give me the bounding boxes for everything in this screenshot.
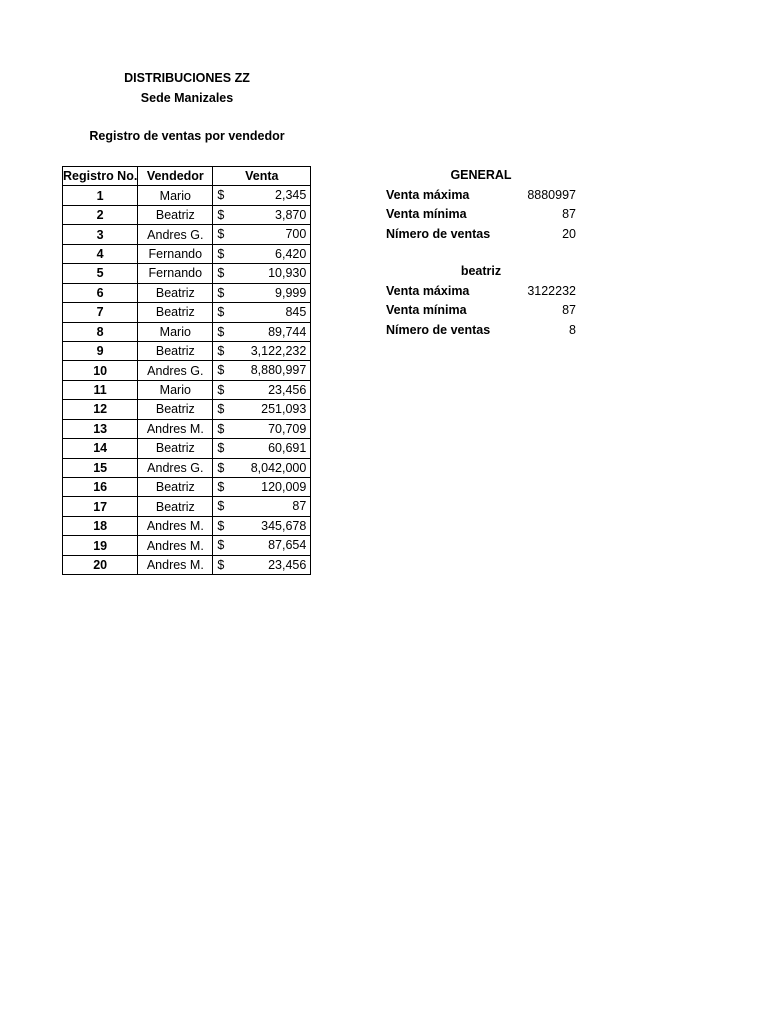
cell-vendedor: Andres G. xyxy=(138,225,213,244)
venta-amount: 23,456 xyxy=(268,557,307,572)
venta-amount: 700 xyxy=(285,227,307,242)
summary-value: 8 xyxy=(569,322,576,337)
currency-symbol: $ xyxy=(217,343,225,358)
venta-amount: 251,093 xyxy=(261,402,307,417)
currency-symbol: $ xyxy=(217,324,225,339)
sales-table-body xyxy=(63,186,311,575)
venta-amount: 8,880,997 xyxy=(250,363,307,378)
cell-registro-no: 17 xyxy=(63,497,138,516)
table-row xyxy=(63,283,311,302)
venta-amount: 6,420 xyxy=(275,246,307,261)
table-row xyxy=(63,244,311,263)
summary-label: Venta mínima xyxy=(386,303,467,317)
currency-symbol: $ xyxy=(217,188,225,203)
cell-vendedor: Mario xyxy=(138,186,213,205)
venta-amount: 70,709 xyxy=(268,421,307,436)
branch-title: Sede Manizales xyxy=(140,91,234,105)
currency-symbol: $ xyxy=(217,421,225,436)
cell-vendedor: Andres M. xyxy=(138,536,213,555)
cell-venta xyxy=(213,264,311,283)
table-row xyxy=(63,400,311,419)
cell-vendedor: Beatriz xyxy=(138,205,213,224)
venta-amount: 9,999 xyxy=(275,285,307,300)
cell-registro-no: 16 xyxy=(63,478,138,497)
cell-vendedor: Andres G. xyxy=(138,458,213,477)
cell-venta xyxy=(213,303,311,322)
summary-value: 3122232 xyxy=(527,283,576,298)
cell-venta xyxy=(213,341,311,360)
table-header-row xyxy=(63,167,311,186)
cell-registro-no: 11 xyxy=(63,380,138,399)
column-header-vendedor: Vendedor xyxy=(138,167,213,186)
cell-registro-no: 7 xyxy=(63,303,138,322)
currency-symbol: $ xyxy=(217,499,225,514)
cell-venta xyxy=(213,458,311,477)
cell-registro-no: 3 xyxy=(63,225,138,244)
currency-symbol: $ xyxy=(217,227,225,242)
table-row xyxy=(63,341,311,360)
cell-venta xyxy=(213,205,311,224)
summary-value: 87 xyxy=(562,303,576,317)
cell-registro-no: 13 xyxy=(63,419,138,438)
cell-registro-no: 5 xyxy=(63,264,138,283)
summary-label: Venta mínima xyxy=(386,207,467,221)
venta-amount: 23,456 xyxy=(268,382,307,397)
venta-amount: 345,678 xyxy=(261,518,307,533)
table-row xyxy=(63,205,311,224)
currency-symbol: $ xyxy=(217,382,225,397)
cell-registro-no: 19 xyxy=(63,536,138,555)
currency-symbol: $ xyxy=(217,207,225,222)
table-row xyxy=(63,322,311,341)
cell-venta xyxy=(213,361,311,380)
summary-value: 8880997 xyxy=(527,187,576,202)
cell-venta xyxy=(213,516,311,535)
summary-beatriz xyxy=(386,262,576,340)
table-row xyxy=(63,186,311,205)
cell-registro-no: 15 xyxy=(63,458,138,477)
venta-amount: 3,122,232 xyxy=(250,343,307,358)
cell-registro-no: 12 xyxy=(63,400,138,419)
venta-amount: 120,009 xyxy=(261,480,307,494)
currency-symbol: $ xyxy=(217,538,225,553)
summary-value: 20 xyxy=(562,226,576,241)
summary-label: Venta máxima xyxy=(386,187,470,202)
currency-symbol: $ xyxy=(217,363,225,378)
summary-label: Venta máxima xyxy=(386,283,470,298)
cell-venta xyxy=(213,380,311,399)
cell-registro-no: 9 xyxy=(63,341,138,360)
currency-symbol: $ xyxy=(217,285,225,300)
cell-venta xyxy=(213,555,311,574)
currency-symbol: $ xyxy=(217,266,225,281)
table-row xyxy=(63,439,311,458)
summary-general-min-row xyxy=(386,205,576,225)
venta-amount: 2,345 xyxy=(275,188,307,203)
currency-symbol: $ xyxy=(217,480,225,494)
currency-symbol: $ xyxy=(217,441,225,456)
cell-registro-no: 1 xyxy=(63,186,138,205)
cell-vendedor: Beatriz xyxy=(138,341,213,360)
cell-venta xyxy=(213,497,311,516)
cell-registro-no: 20 xyxy=(63,555,138,574)
cell-vendedor: Beatriz xyxy=(138,303,213,322)
currency-symbol: $ xyxy=(217,518,225,533)
column-header-registro: Registro No. xyxy=(63,167,138,186)
currency-symbol: $ xyxy=(217,305,225,320)
table-row xyxy=(63,536,311,555)
cell-venta xyxy=(213,186,311,205)
cell-registro-no: 10 xyxy=(63,361,138,380)
summary-general xyxy=(386,166,576,244)
cell-vendedor: Mario xyxy=(138,322,213,341)
cell-venta xyxy=(213,225,311,244)
cell-vendedor: Beatriz xyxy=(138,497,213,516)
summary-beatriz-title: beatriz xyxy=(460,264,502,278)
cell-vendedor: Andres G. xyxy=(138,361,213,380)
cell-vendedor: Andres M. xyxy=(138,555,213,574)
cell-registro-no: 14 xyxy=(63,439,138,458)
table-row xyxy=(63,419,311,438)
summary-value: 87 xyxy=(562,207,576,221)
sales-table xyxy=(62,166,311,575)
currency-symbol: $ xyxy=(217,402,225,417)
venta-amount: 8,042,000 xyxy=(250,460,307,475)
cell-registro-no: 2 xyxy=(63,205,138,224)
company-title: DISTRIBUCIONES ZZ xyxy=(124,71,250,85)
table-row xyxy=(63,478,311,497)
cell-venta xyxy=(213,536,311,555)
summary-general-count-row xyxy=(386,225,576,245)
summary-label: Nímero de ventas xyxy=(386,322,491,337)
table-row xyxy=(63,303,311,322)
cell-registro-no: 4 xyxy=(63,244,138,263)
cell-vendedor: Andres M. xyxy=(138,419,213,438)
report-title: Registro de ventas por vendedor xyxy=(89,129,285,143)
summary-label: Nímero de ventas xyxy=(386,226,491,241)
cell-vendedor: Beatriz xyxy=(138,400,213,419)
cell-vendedor: Beatriz xyxy=(138,283,213,302)
currency-symbol: $ xyxy=(217,557,225,572)
cell-vendedor: Fernando xyxy=(138,244,213,263)
cell-vendedor: Beatriz xyxy=(138,478,213,497)
venta-amount: 87,654 xyxy=(268,538,307,553)
cell-registro-no: 18 xyxy=(63,516,138,535)
venta-amount: 10,930 xyxy=(268,266,307,281)
venta-amount: 87 xyxy=(292,499,307,514)
table-row xyxy=(63,497,311,516)
currency-symbol: $ xyxy=(217,246,225,261)
venta-amount: 60,691 xyxy=(268,441,307,456)
cell-vendedor: Fernando xyxy=(138,264,213,283)
cell-venta xyxy=(213,419,311,438)
summary-general-max-row xyxy=(386,186,576,206)
currency-symbol: $ xyxy=(217,460,225,475)
cell-venta xyxy=(213,244,311,263)
table-row xyxy=(63,458,311,477)
venta-amount: 845 xyxy=(285,305,307,320)
summary-beatriz-count-row xyxy=(386,321,576,341)
cell-vendedor: Mario xyxy=(138,380,213,399)
cell-registro-no: 6 xyxy=(63,283,138,302)
cell-venta xyxy=(213,400,311,419)
cell-vendedor: Beatriz xyxy=(138,439,213,458)
column-header-venta: Venta xyxy=(213,167,311,186)
summary-beatriz-max-row xyxy=(386,282,576,302)
cell-registro-no: 8 xyxy=(63,322,138,341)
cell-venta xyxy=(213,283,311,302)
table-row xyxy=(63,516,311,535)
cell-venta xyxy=(213,439,311,458)
table-row xyxy=(63,264,311,283)
table-row xyxy=(63,361,311,380)
cell-vendedor: Andres M. xyxy=(138,516,213,535)
venta-amount: 3,870 xyxy=(275,207,307,222)
table-row xyxy=(63,380,311,399)
venta-amount: 89,744 xyxy=(268,324,307,339)
summary-general-title: GENERAL xyxy=(450,168,512,182)
table-row xyxy=(63,225,311,244)
summary-beatriz-min-row xyxy=(386,301,576,321)
cell-venta xyxy=(213,478,311,497)
cell-venta xyxy=(213,322,311,341)
table-row xyxy=(63,555,311,574)
